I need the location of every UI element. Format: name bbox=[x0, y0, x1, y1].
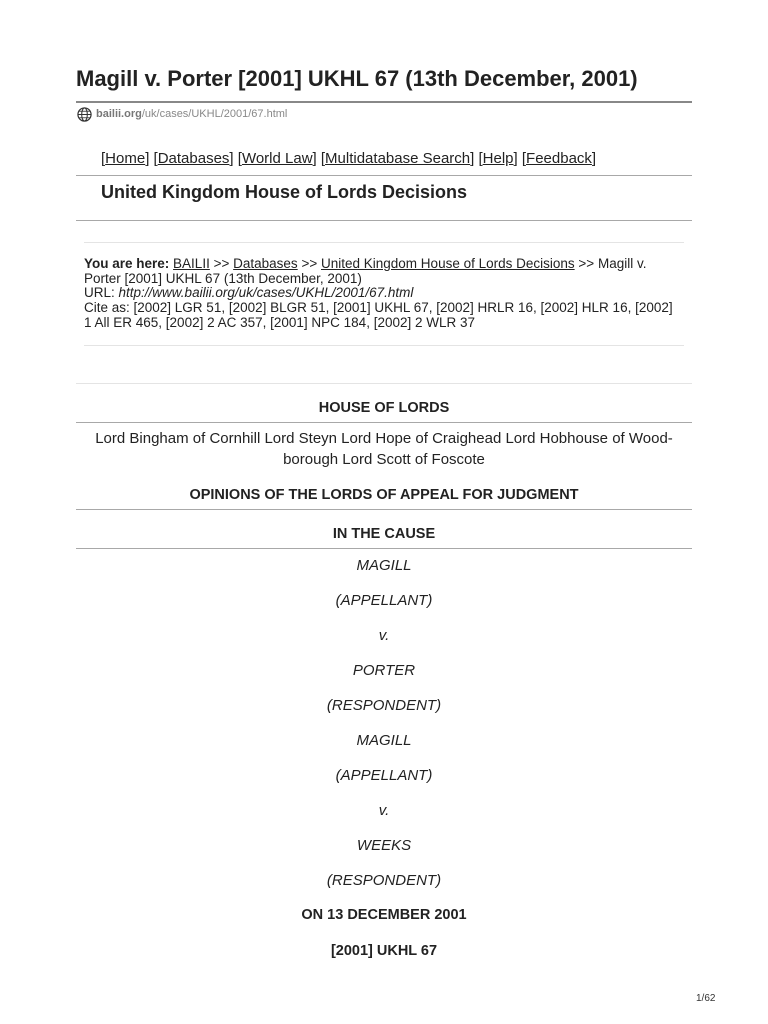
globe-icon bbox=[77, 107, 92, 122]
party-2-role: (RESPONDENT) bbox=[326, 697, 442, 714]
you-are-here-label: You are here: bbox=[84, 256, 170, 271]
judgment-top-divider bbox=[76, 383, 692, 384]
title-divider bbox=[76, 101, 692, 103]
cite-line-2: 1 All ER 465, [2002] 2 AC 357, [2001] NPC 184, [2002] 2 WLR 37 bbox=[84, 314, 475, 330]
in-the-cause-heading: IN THE CAUSE bbox=[332, 526, 436, 542]
versus-2: v. bbox=[378, 802, 390, 819]
nav-links: [Home] [Databases] [World Law] [Multidatabase Search] [Help] [Feedback] bbox=[101, 150, 597, 167]
neutral-citation: [2001] UKHL 67 bbox=[330, 943, 438, 959]
breadcrumb-current: Magill v. bbox=[597, 256, 647, 271]
nav-world-law-link[interactable]: World Law bbox=[241, 150, 313, 167]
source-url[interactable] bbox=[77, 106, 287, 122]
breadcrumb-separator: >> bbox=[213, 256, 230, 271]
court-divider bbox=[76, 220, 692, 221]
lords-line-1: Lord Bingham of Cornhill Lord Steyn Lord Hope of Craighead Lord Hobhouse of Wood- bbox=[95, 430, 673, 447]
location-box bbox=[84, 257, 684, 331]
party-3-role: (APPELLANT) bbox=[335, 767, 433, 784]
versus-1: v. bbox=[378, 627, 390, 644]
url-line bbox=[84, 286, 684, 301]
cause-divider bbox=[76, 548, 692, 549]
opinions-heading: OPINIONS OF THE LORDS OF APPEAL FOR JUDGMENT bbox=[189, 487, 579, 503]
party-1: MAGILL bbox=[356, 557, 412, 574]
party-4: WEEKS bbox=[356, 837, 412, 854]
url-label: URL: bbox=[84, 285, 115, 301]
breadcrumb-separator: >> bbox=[301, 256, 318, 271]
party-1-role: (APPELLANT) bbox=[335, 592, 433, 609]
party-2: PORTER bbox=[352, 662, 416, 679]
source-path: /uk/cases/UKHL/2001/67.html bbox=[141, 108, 288, 120]
lords-line-2: borough Lord Scott of Foscote bbox=[283, 451, 485, 468]
house-divider bbox=[76, 422, 692, 423]
nav-home-link[interactable]: Home bbox=[105, 150, 146, 167]
judgment-date: ON 13 DECEMBER 2001 bbox=[301, 907, 467, 923]
breadcrumb-ukhl-link[interactable]: United Kingdom House of Lords Decisions bbox=[321, 256, 575, 271]
breadcrumb-separator: >> bbox=[578, 256, 595, 271]
nav-databases-link[interactable]: Databases bbox=[157, 150, 230, 167]
location-top-divider bbox=[84, 242, 684, 243]
house-heading: HOUSE OF LORDS bbox=[318, 400, 450, 416]
case-url: http://www.bailii.org/uk/cases/UKHL/2001/67.html bbox=[118, 285, 414, 301]
page-title: Magill v. Porter [2001] UKHL 67 (13th December, 2001) bbox=[76, 66, 638, 91]
source-host: bailii.org bbox=[96, 108, 142, 120]
breadcrumb bbox=[84, 257, 684, 272]
breadcrumb-databases-link[interactable]: Databases bbox=[233, 256, 298, 271]
location-bottom-divider bbox=[84, 345, 684, 346]
nav-divider bbox=[76, 175, 692, 176]
nav-help-link[interactable]: Help bbox=[482, 150, 514, 167]
breadcrumb-bailii-link[interactable]: BAILII bbox=[173, 256, 210, 271]
breadcrumb-current-continued: Porter [2001] UKHL 67 (13th December, 2001) bbox=[84, 270, 362, 286]
party-4-role: (RESPONDENT) bbox=[326, 872, 442, 889]
nav-feedback-link[interactable]: Feedback bbox=[526, 150, 592, 167]
party-3: MAGILL bbox=[356, 732, 412, 749]
court-heading: United Kingdom House of Lords Decisions bbox=[101, 182, 468, 202]
opinions-divider bbox=[76, 509, 692, 510]
page-counter: 1/62 bbox=[696, 993, 716, 1004]
cite-line-1: Cite as: [2002] LGR 51, [2002] BLGR 51, [2001] UKHL 67, [2002] HRLR 16, [2002] HLR 16, [2002] bbox=[84, 300, 673, 316]
nav-multidatabase-search-link[interactable]: Multidatabase Search bbox=[325, 150, 471, 167]
